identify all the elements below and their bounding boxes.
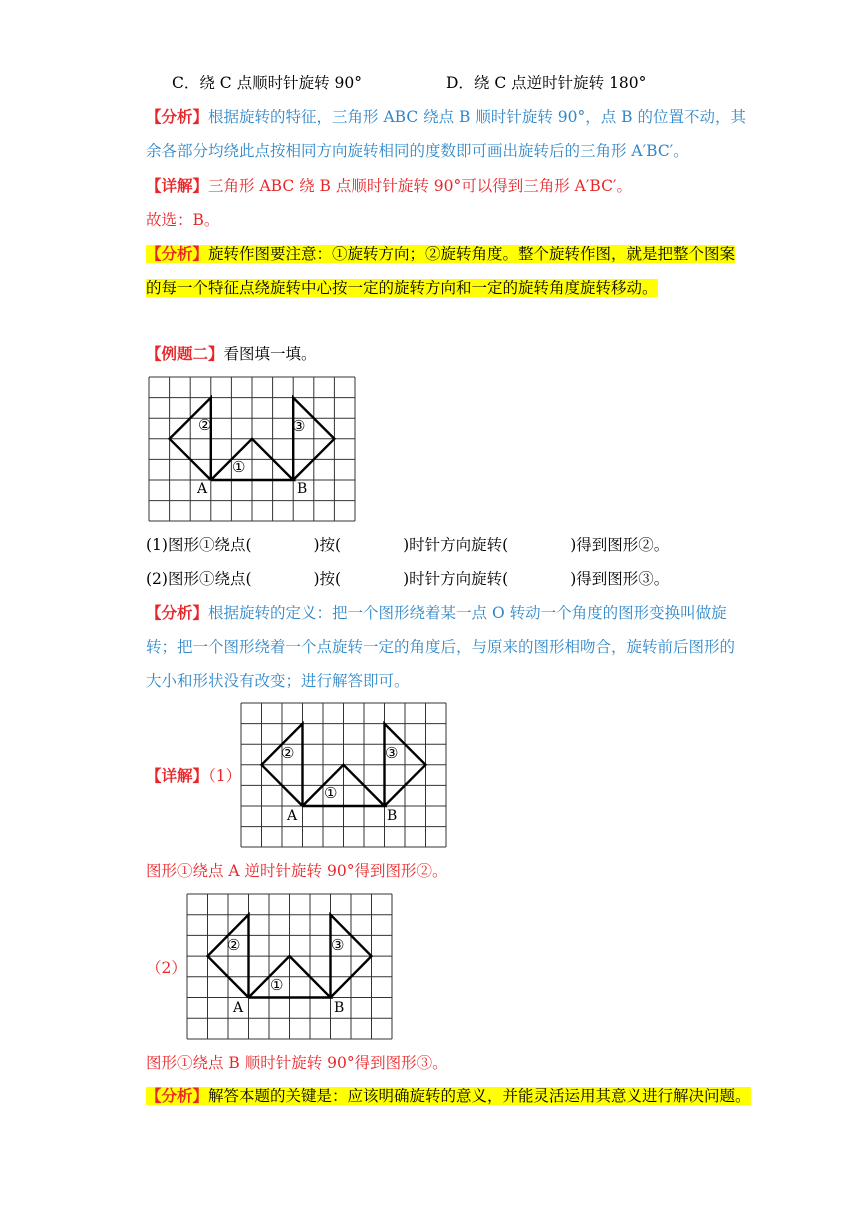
detail-2-part-1 [146, 766, 241, 786]
example-tag: 【例题二】 [146, 344, 224, 363]
analysis-2-line-2: 转；把一个图形绕着一个点旋转一定的角度后，与原来的图形相吻合，旋转前后图形的 [146, 638, 736, 656]
analysis-2-line-3: 大小和形状没有改变；进行解答即可。 [146, 672, 410, 690]
point-a-label: A [287, 808, 298, 824]
analysis-tag: 【分析】 [146, 107, 209, 126]
note-2-tag: 【分析】 [146, 1086, 209, 1105]
option-c: C．绕 C 点顺时针旋转 90° [172, 74, 362, 92]
example-2-heading [146, 344, 317, 364]
point-b-label: B [334, 1000, 345, 1016]
shape-2-label: ② [198, 416, 212, 434]
note-text-2: 的每一个特征点绕旋转中心按一定的旋转方向和一定的旋转角度旋转移动。 [146, 279, 658, 297]
result-2: 图形①绕点 B 顺时针旋转 90°得到图形③。 [146, 1054, 448, 1072]
grid-figure-1 [148, 376, 356, 522]
shape-1-label: ① [232, 458, 246, 476]
note-2 [146, 1086, 751, 1106]
grid-figure-3 [186, 893, 393, 1040]
analysis-1-line-2: 余各部分均绕此点按相同方向旋转相同的度数即可画出旋转后的三角形 A′BC′。 [146, 142, 689, 160]
detail-2-tag: 【详解】 [146, 766, 209, 785]
note-1-line-2 [146, 278, 658, 298]
shape-2-label: ② [227, 936, 241, 954]
note-1-line-1 [146, 244, 735, 264]
detail-tag: 【详解】 [146, 176, 209, 195]
answer-1: 故选：B。 [146, 211, 220, 229]
detail-text: 三角形 ABC 绕 B 点顺时针旋转 90°可以得到三角形 A′BC′。 [208, 177, 632, 195]
shape-3-label: ③ [385, 744, 399, 762]
note-text: 旋转作图要注意：①旋转方向；②旋转角度。整个旋转作图，就是把整个图案 [208, 245, 736, 263]
shape-2-label: ② [281, 744, 295, 762]
point-a-label: A [233, 1000, 244, 1016]
analysis-2-text: 根据旋转的定义：把一个图形绕着某一点 O 转动一个角度的图形变换叫做旋 [208, 604, 727, 622]
shape-1-label: ① [324, 784, 338, 802]
point-b-label: B [297, 481, 308, 497]
detail-2-part-2: （2） [146, 959, 187, 977]
example-text: 看图填一填。 [223, 345, 317, 363]
grid-figure-2 [240, 702, 447, 848]
point-a-label: A [197, 481, 208, 497]
detail-2-part1-label: （1） [208, 767, 242, 785]
analysis-2-line-1 [146, 603, 727, 623]
result-1: 图形①绕点 A 逆时针旋转 90°得到图形②。 [146, 862, 448, 880]
shape-3-label: ③ [292, 417, 306, 435]
shape-1-label: ① [270, 976, 284, 994]
analysis-1-line-1 [146, 107, 746, 127]
analysis-text: 根据旋转的特征，三角形 ABC 绕点 B 顺时针旋转 90°，点 B 的位置不动，其 [208, 108, 746, 126]
detail-1 [146, 176, 632, 196]
point-b-label: B [387, 808, 398, 824]
note-tag: 【分析】 [146, 244, 209, 263]
question-2: (2)图形①绕点( )按( )时针方向旋转( )得到图形③。 [146, 570, 670, 588]
question-1: (1)图形①绕点( )按( )时针方向旋转( )得到图形②。 [146, 536, 670, 554]
note-2-text: 解答本题的关键是：应该明确旋转的意义，并能灵活运用其意义进行解决问题。 [208, 1087, 751, 1105]
analysis-2-tag: 【分析】 [146, 603, 209, 622]
shape-3-label: ③ [331, 936, 345, 954]
option-d: D．绕 C 点逆时针旋转 180° [446, 74, 647, 92]
